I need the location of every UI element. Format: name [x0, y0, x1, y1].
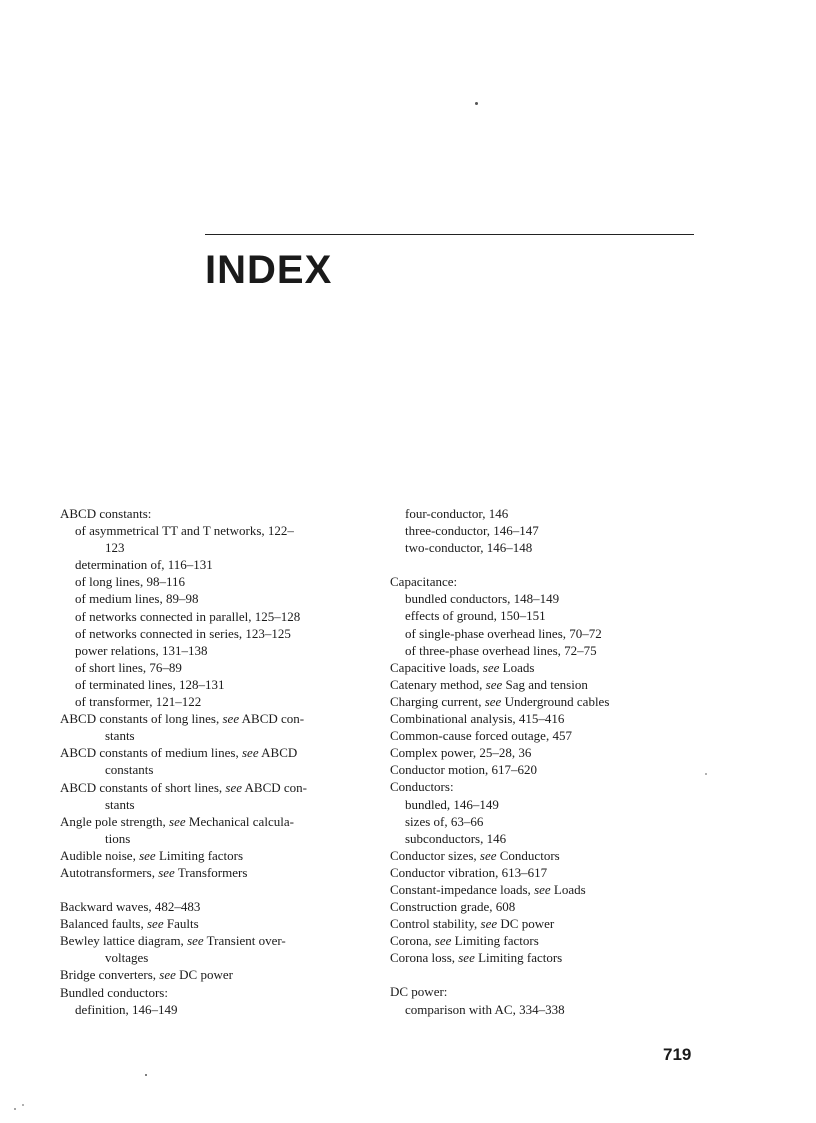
see-reference: see [484, 693, 502, 709]
index-entry-text: Conductors: [390, 779, 454, 795]
see-reference: see [147, 916, 164, 932]
index-entry-text: Conductor sizes, [390, 847, 480, 863]
index-entry-text: Construction grade, 608 [390, 899, 516, 915]
cross-reference-target: Loads [550, 881, 586, 897]
cross-reference-target: Limiting factors [474, 950, 563, 966]
index-entry [60, 813, 360, 830]
index-entry-text: of transformer, 121–122 [75, 694, 202, 710]
index-entry [390, 949, 710, 966]
index-entry [60, 539, 360, 556]
title-rule [205, 234, 694, 235]
cross-reference-target: Faults [163, 916, 199, 932]
index-entry [60, 966, 360, 983]
index-entry-text: four-conductor, 146 [405, 506, 509, 521]
index-entry [390, 522, 710, 539]
cross-reference-target: Limiting factors [155, 847, 244, 863]
index-entry [60, 847, 360, 864]
index-column-left [60, 505, 360, 1018]
cross-reference-target: ABCD con- [242, 779, 307, 795]
cross-reference-target: Mechanical calcula- [185, 813, 294, 829]
index-entry-text: Corona loss, [390, 950, 459, 966]
index-entry [60, 710, 360, 727]
index-entry [60, 1001, 360, 1018]
index-entry [60, 522, 360, 539]
see-reference: see [534, 881, 551, 897]
see-reference: see [242, 745, 259, 761]
page-title: INDEX [205, 248, 333, 292]
index-entry [60, 727, 360, 744]
index-entry [60, 608, 360, 625]
index-entry [60, 949, 360, 966]
scan-speck [22, 1104, 24, 1106]
index-entry-text: Common-cause forced outage, 457 [390, 728, 572, 744]
see-reference: see [187, 933, 204, 949]
index-entry-text: Autotransformers, [60, 864, 159, 880]
index-entry [390, 505, 710, 522]
index-entry [390, 693, 710, 710]
cross-reference-target: DC power [175, 967, 233, 983]
index-entry [60, 915, 360, 932]
index-column-right [390, 505, 710, 1018]
cross-reference-target: Conductors [496, 847, 560, 863]
index-entry [390, 847, 710, 864]
page-number: 719 [663, 1045, 692, 1064]
entry-gap [60, 881, 360, 898]
index-entry-text: constants [105, 762, 154, 778]
index-entry [60, 573, 360, 590]
index-entry-text: Capacitance: [390, 574, 458, 590]
cross-reference-target: Limiting factors [451, 933, 539, 949]
scan-speck [705, 773, 707, 775]
index-entry [60, 796, 360, 813]
index-entry [60, 676, 360, 693]
index-entry [390, 898, 710, 915]
index-entry-text: voltages [105, 950, 149, 966]
index-entry [390, 983, 710, 1000]
index-entry [60, 659, 360, 676]
index-entry-text: of networks connected in parallel, 125–128 [75, 608, 301, 624]
index-entry [60, 761, 360, 778]
index-entry [390, 778, 710, 795]
index-entry-text: Bewley lattice diagram, [60, 933, 188, 949]
see-reference: see [225, 779, 242, 795]
index-entry-text: Corona, [390, 933, 435, 949]
cross-reference-target: Transient over- [203, 933, 286, 949]
index-entry-text: ABCD constants: [60, 506, 152, 521]
index-entry-text: ABCD constants of long lines, [60, 711, 223, 727]
index-entry-text: stants [105, 796, 135, 812]
index-entry-text: sizes of, 63–66 [405, 813, 484, 829]
index-entry-text: ABCD constants of short lines, [60, 779, 226, 795]
index-entry [390, 642, 710, 659]
see-reference: see [222, 711, 240, 727]
index-entry [390, 796, 710, 813]
index-entry [60, 556, 360, 573]
index-entry [60, 625, 360, 642]
index-entry [390, 932, 710, 949]
index-entry-text: DC power: [390, 984, 448, 1000]
cross-reference-target: Loads [499, 659, 535, 675]
index-entry-text: stants [105, 728, 135, 744]
index-entry-text: three-conductor, 146–147 [405, 523, 539, 539]
index-entry-text: bundled, 146–149 [405, 796, 499, 812]
index-entry-text: Charging current, [390, 693, 485, 709]
index-entry-text: tions [105, 830, 131, 846]
see-reference: see [458, 950, 475, 966]
index-entry [60, 830, 360, 847]
entry-gap [390, 966, 710, 983]
index-entry [390, 864, 710, 881]
index-entry-text: of asymmetrical TT and T networks, 122– [75, 523, 294, 539]
see-reference: see [158, 864, 175, 880]
cross-reference-target: Transformers [174, 864, 248, 880]
index-entry-text: power relations, 131–138 [75, 642, 208, 658]
see-reference: see [159, 967, 176, 983]
index-entry [60, 932, 360, 949]
see-reference: see [169, 813, 186, 829]
index-entry [390, 813, 710, 830]
index-entry-text: Bridge converters, [60, 967, 160, 983]
index-entry [390, 761, 710, 778]
index-entry-text: subconductors, 146 [405, 830, 507, 846]
cross-reference-target: ABCD [258, 745, 298, 761]
cross-reference-target: DC power [497, 916, 555, 932]
see-reference: see [480, 916, 498, 932]
see-reference: see [479, 847, 497, 863]
index-entry [390, 676, 710, 693]
scan-speck [145, 1074, 147, 1076]
index-entry [60, 984, 360, 1001]
index-entry [60, 642, 360, 659]
index-entry-text: definition, 146–149 [75, 1001, 178, 1017]
index-entry-text: Balanced faults, [60, 916, 147, 932]
index-entry [390, 710, 710, 727]
cross-reference-target: Underground cables [501, 693, 610, 709]
index-entry-text: of terminated lines, 128–131 [75, 676, 225, 692]
index-entry [390, 607, 710, 624]
scan-speck [475, 102, 478, 105]
index-entry [60, 693, 360, 710]
index-entry [390, 915, 710, 932]
index-entry-text: of single-phase overhead lines, 70–72 [405, 625, 602, 641]
index-entry [390, 590, 710, 607]
index-entry [60, 590, 360, 607]
index-entry [390, 573, 710, 590]
see-reference: see [434, 933, 452, 949]
index-entry [390, 727, 710, 744]
index-entry [60, 505, 360, 522]
index-entry-text: of medium lines, 89–98 [75, 591, 199, 607]
index-entry [60, 864, 360, 881]
index-entry-text: Constant-impedance loads, [390, 881, 535, 897]
index-entry [390, 1001, 710, 1018]
index-entry-text: effects of ground, 150–151 [405, 608, 546, 624]
index-entry [60, 898, 360, 915]
cross-reference-target: ABCD con- [239, 711, 305, 727]
index-entry-text: of networks connected in series, 123–125 [75, 625, 291, 641]
index-entry-text: Conductor vibration, 613–617 [390, 864, 548, 880]
index-entry [60, 744, 360, 761]
entry-gap [390, 556, 710, 573]
index-entry-text: determination of, 116–131 [75, 557, 213, 573]
index-entry [390, 830, 710, 847]
index-entry-text: Backward waves, 482–483 [60, 899, 201, 915]
scan-speck [14, 1108, 16, 1110]
index-entry [390, 625, 710, 642]
index-entry-text: Control stability, [390, 916, 481, 932]
see-reference: see [485, 676, 503, 692]
index-entry-text: of short lines, 76–89 [75, 659, 182, 675]
index-entry [390, 539, 710, 556]
index-entry-text: 123 [105, 540, 125, 556]
see-reference: see [482, 659, 500, 675]
see-reference: see [139, 847, 156, 863]
index-entry-text: Conductor motion, 617–620 [390, 762, 537, 778]
index-entry-text: Angle pole strength, [60, 813, 170, 829]
index-entry-text: ABCD constants of medium lines, [60, 745, 242, 761]
index-entry-text: of three-phase overhead lines, 72–75 [405, 642, 597, 658]
index-entry-text: bundled conductors, 148–149 [405, 591, 560, 607]
index-entry-text: two-conductor, 146–148 [405, 540, 533, 556]
index-entry [390, 744, 710, 761]
index-entry-text: Capacitive loads, [390, 659, 483, 675]
index-entry-text: comparison with AC, 334–338 [405, 1001, 565, 1017]
index-entry-text: Bundled conductors: [60, 984, 168, 1000]
index-entry-text: Catenary method, [390, 676, 486, 692]
index-entry-text: Complex power, 25–28, 36 [390, 745, 532, 761]
cross-reference-target: Sag and tension [502, 676, 588, 692]
index-entry [390, 881, 710, 898]
index-entry [60, 779, 360, 796]
index-entry [390, 659, 710, 676]
index-entry-text: of long lines, 98–116 [75, 574, 186, 590]
index-entry-text: Combinational analysis, 415–416 [390, 711, 565, 727]
index-entry-text: Audible noise, [60, 847, 140, 863]
